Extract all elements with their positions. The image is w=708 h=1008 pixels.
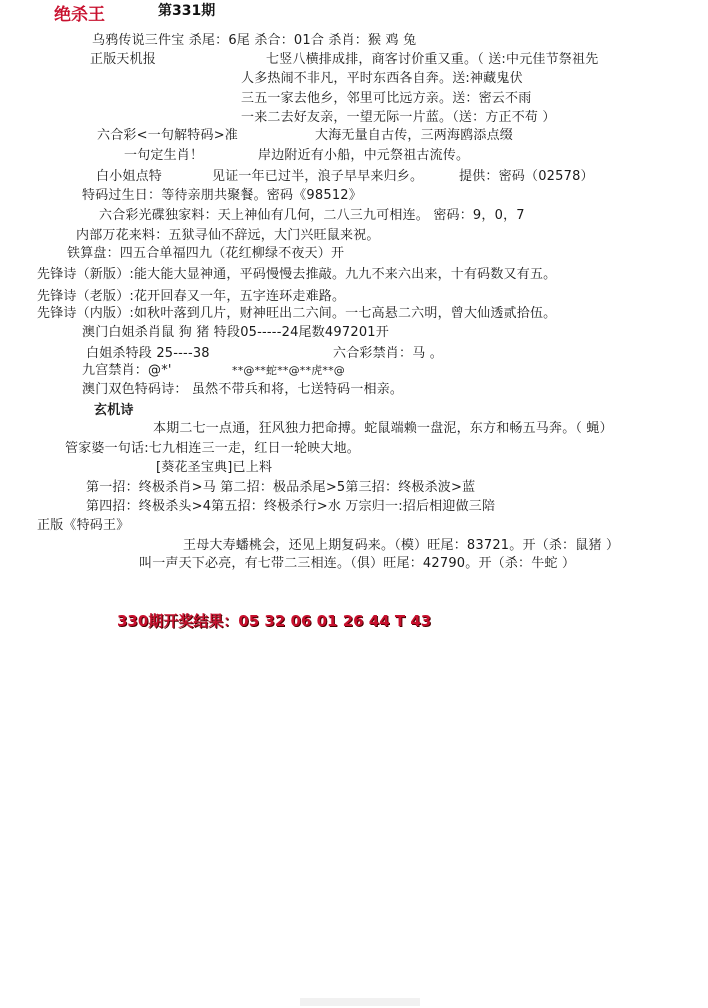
draw-result-banner: 330期开奖结果：05 32 06 01 26 44 T 43 xyxy=(117,612,432,630)
line-guanjiapo: 管家婆一句话:七九相连三一走，红日一轮映大地。 xyxy=(65,441,360,456)
line-tianjibao-4: 一来二去好友亲，一望无际一片蓝。（送：方正不苟 ） xyxy=(241,110,556,125)
line-kuihua-2: 第四招：终极杀头>4第五招：终极杀行>水 万宗归一:招后相迎做三陪 xyxy=(86,499,496,514)
line-baixiaojie-code: 提供：密码（02578） xyxy=(459,169,594,184)
line-baijie-teduan: 白姐杀特段 25----38 xyxy=(86,346,210,361)
line-yijujie-1: 大海无量自古传，三两海鸥添点缀 xyxy=(315,128,514,143)
line-xianfeng-new: 先锋诗（新版）:能大能大显神通，平码慢慢去推敲。九九不来六出来，十有码数又有五。 xyxy=(37,267,557,282)
issue-number: 第331期 xyxy=(158,3,216,19)
line-xuanji-1: 本期二七一点通，狂风独力把命搏。蛇鼠端赖一盘泥，东方和畅五马奔。（ 蝇） xyxy=(153,421,613,436)
line-birthday: 特码过生日：等待亲朋共聚餐。密码《98512》 xyxy=(82,188,362,203)
line-xianfeng-inner: 先锋诗（内版）:如秋叶落到几片，财神旺出二六间。一七高悬二六明，曾大仙透贰拾伍。 xyxy=(37,306,557,321)
line-tianjibao-title: 正版天机报 xyxy=(90,52,157,67)
line-baixiaojie-title: 白小姐点特 xyxy=(96,169,163,184)
line-temawang-2: 叫一声天下必亮，有七带二三相连。（俱）旺尾：42790。开（杀：牛蛇 ） xyxy=(139,556,576,571)
line-jiugong-1: **@**蛇**@**虎**@ xyxy=(232,364,345,377)
line-tianjibao-3: 三五一家去他乡，邻里可比远方亲。送：密云不雨 xyxy=(241,91,532,106)
line-baixiaojie-1: 见证一年已过半，浪子早早来归乡。 xyxy=(212,169,424,184)
line-yijujie-title: 六合彩<一句解特码>准 xyxy=(97,128,238,143)
line-wuya: 乌鸦传说三件宝 杀尾：6尾 杀合：01合 杀肖：猴 鸡 兔 xyxy=(92,33,417,48)
line-shuangse: 澳门双色特码诗： 虽然不带兵和将，七送特码一相亲。 xyxy=(82,382,404,397)
line-jiugong-title: 九宫禁肖：@*' xyxy=(82,363,172,378)
line-yijuding-title: 一句定生肖！ xyxy=(124,148,204,163)
line-guangdie: 六合彩光碟独家料：天上神仙有几何，二八三九可相连。 密码：9，0，7 xyxy=(99,208,525,223)
line-tianjibao-2: 人多热闹不非凡，平时东西各自奔。送:神藏鬼伏 xyxy=(241,71,523,86)
line-kuihua-1: 第一招：终极杀肖>马 第二招：极品杀尾>5第三招：终极杀波>蓝 xyxy=(86,480,476,495)
line-jinxiao: 六合彩禁肖：马 。 xyxy=(333,346,443,361)
line-wanhua: 内部万花来料：五狱寻仙不辞远，大门兴旺鼠来祝。 xyxy=(76,228,380,243)
header-title: 绝杀王 xyxy=(54,5,105,25)
line-temawang-title: 正版《特码王》 xyxy=(37,518,130,533)
line-temawang-1: 王母大寿蟠桃会，还见上期复码来。（模）旺尾：83721。开（杀：鼠猪 ） xyxy=(183,538,620,553)
line-xianfeng-old: 先锋诗（老版）:花开回春又一年，五字连环走难路。 xyxy=(37,289,346,304)
line-tianjibao-1: 七竖八横排成排，商客讨价重又重。（ 送:中元佳节祭祖先 xyxy=(266,52,599,67)
line-xuanji-title: 玄机诗 xyxy=(94,403,134,418)
line-aomen-baijie: 澳门白姐杀肖鼠 狗 猪 特段05-----24尾数497201开 xyxy=(82,325,389,340)
line-tiesuanpan: 铁算盘：四五合单福四九（花红柳绿不夜天）开 xyxy=(67,246,345,261)
line-kuihua-title: [葵花圣宝典]已上料 xyxy=(156,460,273,475)
line-yijuding-1: 岸边附近有小船，中元祭祖古流传。 xyxy=(258,148,470,163)
page-bottom-smudge xyxy=(300,998,420,1006)
